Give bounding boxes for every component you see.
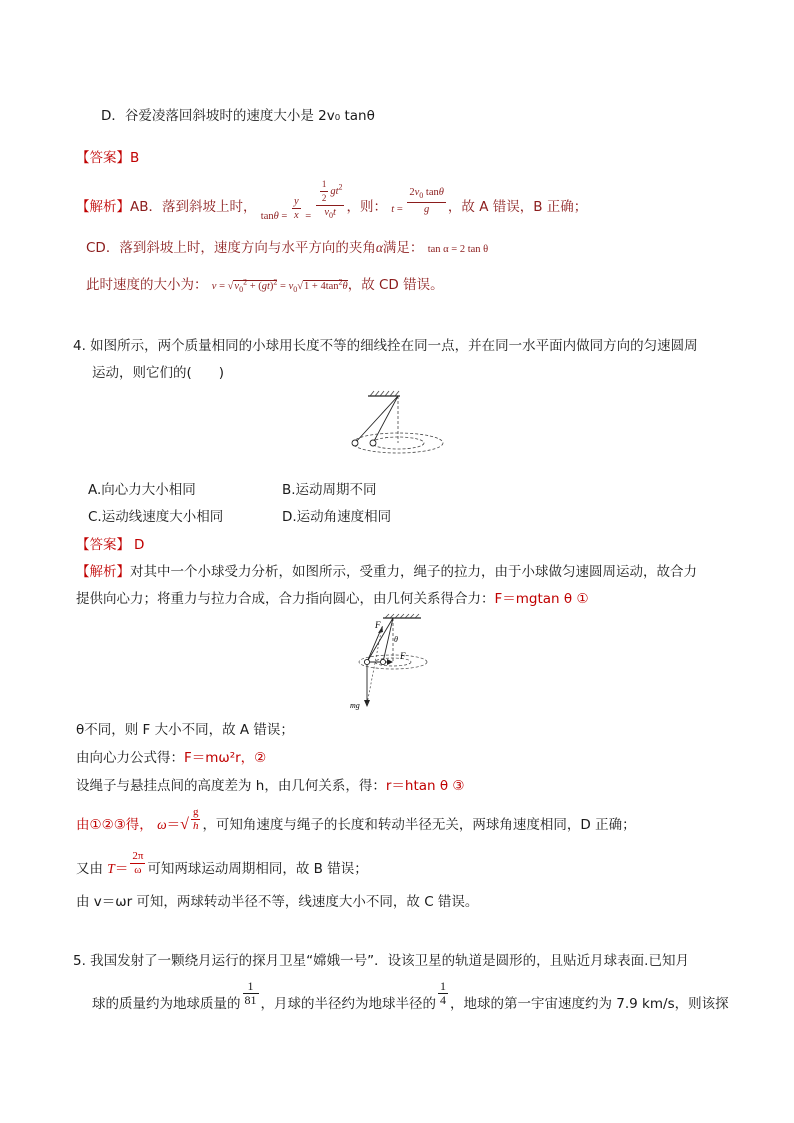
q5-stem-line2 [92, 980, 729, 1016]
line-e-lead: 又由 [76, 860, 103, 877]
period-formula: T＝ $\frac{2\pi}{\omega}$ [107, 850, 144, 876]
fraction-1-4 [438, 980, 448, 1007]
q4-line-f: 由 v＝ωr 可知，两球转动半径不等，线速度大小不同，故 C 错误。 [76, 894, 479, 910]
label-mg: mg [350, 701, 360, 710]
line-b-lead: 由向心力公式得： [76, 750, 184, 766]
line-b-formula: F＝mω²r，② [184, 750, 267, 766]
ball-right [370, 440, 376, 446]
analysis-line2-formula: F＝mgtan θ ① [494, 591, 589, 607]
analysis-line3-tail: ，故 CD 错误。 [347, 277, 444, 293]
analysis-line1-mid: ，则： [346, 199, 387, 215]
analysis-line2-text: 提供向心力；将重力与拉力合成，合力指向圆心，由几何关系得合力： [76, 591, 495, 607]
label-f1: F₁ [375, 620, 384, 630]
q4-line-e [76, 848, 368, 880]
q4-option-d: D.运动角速度相同 [282, 509, 392, 525]
force-analysis-figure [345, 612, 435, 712]
analysis-line1-text: 对其中一个小球受力分析，如图所示，受重力，绳子的拉力，由于小球做匀速圆周运动，故合力 [130, 564, 697, 580]
frac1-den: 81 [244, 993, 257, 1007]
q3-answer [76, 146, 139, 166]
answer-label: 【答案】 [76, 537, 130, 553]
speed-formula: $v = √v_0^2 + (gt)^2 = v_0√1 + 4\tan^2\theta$ [211, 277, 348, 295]
q4-line-b [76, 746, 266, 766]
tan-theta-formula: tanθ = $\frac{y}{x}$ = $\frac{1}{2}$ $gt^2$ $v_0t$ [260, 179, 343, 223]
answer-label: 【答案】 [76, 150, 130, 166]
q5-line2-c: ，地球的第一宇宙速度约为 7.9 km/s，则该探 [450, 995, 729, 1012]
analysis-label: 【解析】 [76, 564, 130, 580]
q5-line2-a: 球的质量约为地球质量的 [92, 995, 241, 1012]
analysis-line3-lead: 此时速度的大小为： [86, 277, 208, 293]
answer-value: D [134, 537, 145, 553]
ball-2 [380, 659, 385, 664]
analysis-line2-lead: CD．落到斜坡上时，速度方向与水平方向的夹角 [86, 240, 376, 256]
q4-line-a: θ不同，则 F 大小不同，故 A 错误； [76, 722, 294, 738]
frac2-den: 4 [440, 993, 446, 1007]
analysis-line2-tail: 满足： [382, 240, 424, 256]
analysis-line1-lead: AB．落到斜坡上时， [130, 199, 257, 215]
q4-stem-line1: 4. 如图所示，两个质量相同的小球用长度不等的细线拴在同一点，并在同一水平面内做同方向的匀速圆周 [73, 338, 698, 354]
q4-answer [76, 533, 144, 553]
option-d-text: D．谷爱凌落回斜坡时的速度大小是 2v₀ tanθ [101, 108, 375, 124]
line-e-tail: 可知两球运动周期相同，故 B 错误； [147, 860, 368, 877]
q4-option-c: C.运动线速度大小相同 [88, 509, 224, 525]
q4-analysis-line1 [76, 560, 697, 580]
line-d-lead: 由①②③得， [76, 816, 153, 833]
conical-pendulum-figure [320, 388, 460, 470]
ball [364, 659, 369, 664]
q4-line-c [76, 774, 465, 794]
analysis-line2-formula: tan α = 2 tan θ [427, 244, 489, 255]
q3-analysis-line3 [86, 273, 444, 294]
line-c-lead: 设绳子与悬挂点间的高度差为 h，由几何关系，得： [76, 778, 386, 794]
q4-line-d [76, 800, 636, 840]
frac2-num: 1 [440, 979, 446, 993]
net-force-arrowhead [387, 659, 393, 665]
fraction-1-81 [243, 980, 259, 1007]
analysis-label: 【解析】 [76, 199, 130, 215]
label-f: F [400, 651, 406, 661]
time-formula: t = $\frac{2v_0 \tan\theta}{g}$ [391, 187, 444, 216]
parallelogram-side [367, 627, 382, 704]
ball-left [352, 440, 358, 446]
ceiling-hatch [370, 391, 399, 396]
label-theta: θ [394, 635, 398, 644]
q4-analysis-line2 [76, 587, 589, 607]
frac1-num: 1 [247, 979, 254, 993]
q4-option-b: B.运动周期不同 [282, 482, 377, 498]
q3-analysis-line2: CD．落到斜坡上时，速度方向与水平方向的夹角α满足： tan α = 2 tan θ [86, 240, 489, 256]
q4-option-a: A.向心力大小相同 [88, 482, 196, 498]
analysis-line1-tail: ，故 A 错误，B 正确； [447, 199, 588, 215]
option-d-q3 [101, 104, 375, 124]
answer-value: B [130, 150, 140, 166]
q5-stem-line1: 5. 我国发射了一颗绕月运行的探月卫星“嫦娥一号”．设该卫星的轨道是圆形的，且贴近月球表面.已知月 [73, 953, 689, 969]
line-d-tail: ，可知角速度与绳子的长度和转动半径无关，两球角速度相同，D 正确； [202, 816, 636, 833]
q5-line2-b: ，月球的半径约为地球半径的 [260, 995, 436, 1012]
q4-stem-line2: 运动，则它们的( ) [92, 365, 225, 381]
omega-formula: ω＝√ $\frac{g}{h}$ [157, 806, 199, 833]
line-c-formula: r＝htan θ ③ [385, 778, 465, 794]
q3-analysis-line1 [76, 178, 587, 228]
